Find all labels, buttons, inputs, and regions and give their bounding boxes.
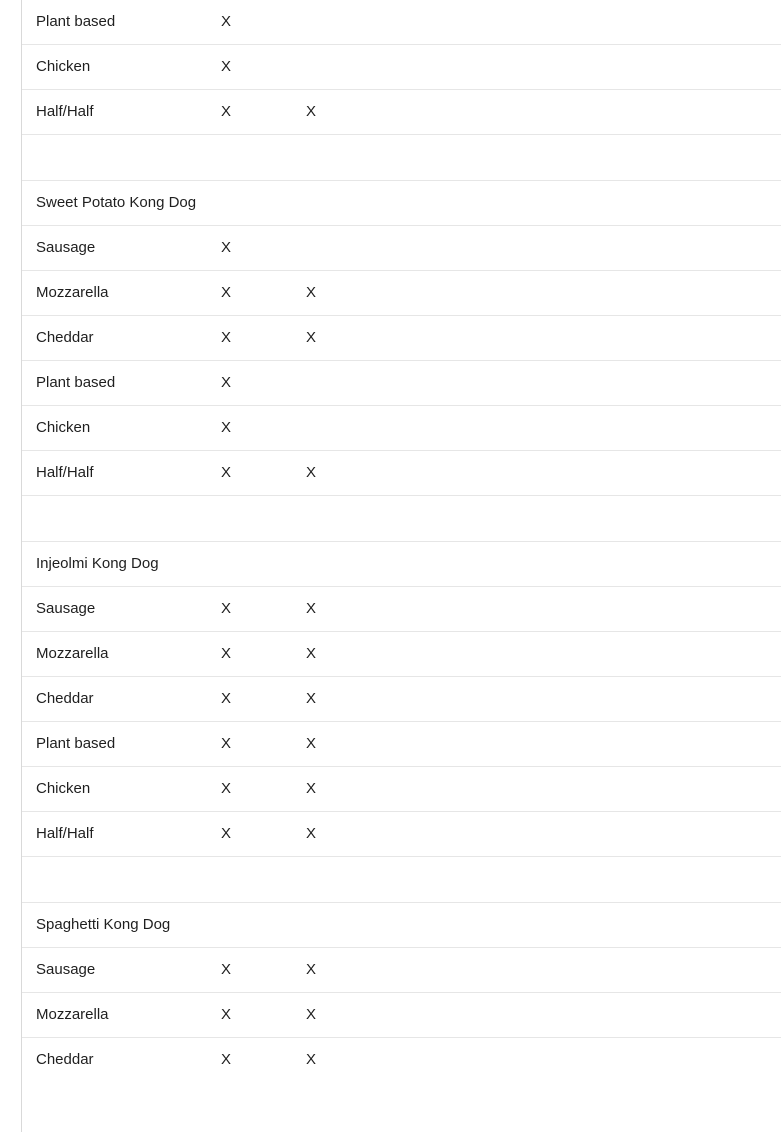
empty-cell xyxy=(391,496,781,542)
section-title: Sweet Potato Kong Dog xyxy=(22,181,221,226)
item-name: Plant based xyxy=(22,361,221,406)
empty-cell xyxy=(391,542,781,587)
column-b-mark xyxy=(306,45,391,90)
empty-cell xyxy=(221,542,306,587)
column-a-mark: X xyxy=(221,812,306,857)
empty-cell xyxy=(22,135,221,181)
empty-cell xyxy=(391,0,781,45)
empty-cell xyxy=(391,722,781,767)
empty-cell xyxy=(391,857,781,903)
empty-cell xyxy=(391,677,781,722)
item-name: Plant based xyxy=(22,0,221,45)
empty-cell xyxy=(306,181,391,226)
empty-cell xyxy=(22,496,221,542)
table-row xyxy=(22,677,781,722)
table-row xyxy=(22,361,781,406)
item-name: Cheddar xyxy=(22,1038,221,1083)
item-name: Mozzarella xyxy=(22,993,221,1038)
section-heading-row xyxy=(22,181,781,226)
spacer-row xyxy=(22,496,781,542)
item-name: Half/Half xyxy=(22,812,221,857)
empty-cell xyxy=(306,857,391,903)
table-row xyxy=(22,767,781,812)
column-a-mark: X xyxy=(221,993,306,1038)
column-b-mark: X xyxy=(306,271,391,316)
table-row xyxy=(22,451,781,496)
empty-cell xyxy=(391,1038,781,1083)
availability-table xyxy=(22,0,781,1082)
item-name: Chicken xyxy=(22,406,221,451)
empty-cell xyxy=(221,181,306,226)
column-a-mark: X xyxy=(221,45,306,90)
section-heading-row xyxy=(22,903,781,948)
column-a-mark: X xyxy=(221,361,306,406)
empty-cell xyxy=(391,993,781,1038)
column-b-mark: X xyxy=(306,812,391,857)
table-row xyxy=(22,45,781,90)
column-b-mark: X xyxy=(306,632,391,677)
item-name: Sausage xyxy=(22,948,221,993)
item-name: Sausage xyxy=(22,587,221,632)
item-name: Plant based xyxy=(22,722,221,767)
empty-cell xyxy=(391,181,781,226)
empty-cell xyxy=(391,90,781,135)
empty-cell xyxy=(391,135,781,181)
column-b-mark: X xyxy=(306,677,391,722)
column-b-mark: X xyxy=(306,316,391,361)
column-a-mark: X xyxy=(221,271,306,316)
column-b-mark: X xyxy=(306,722,391,767)
empty-cell xyxy=(306,903,391,948)
empty-cell xyxy=(391,812,781,857)
item-name: Cheddar xyxy=(22,677,221,722)
empty-cell xyxy=(391,316,781,361)
column-a-mark: X xyxy=(221,948,306,993)
item-name: Cheddar xyxy=(22,316,221,361)
table-body xyxy=(22,0,781,1082)
table-row xyxy=(22,993,781,1038)
empty-cell xyxy=(221,903,306,948)
column-a-mark: X xyxy=(221,226,306,271)
empty-cell xyxy=(391,767,781,812)
section-heading-row xyxy=(22,542,781,587)
section-title: Injeolmi Kong Dog xyxy=(22,542,221,587)
column-a-mark: X xyxy=(221,316,306,361)
column-b-mark xyxy=(306,0,391,45)
table-row xyxy=(22,948,781,993)
column-b-mark: X xyxy=(306,90,391,135)
empty-cell xyxy=(391,406,781,451)
empty-cell xyxy=(306,496,391,542)
column-b-mark: X xyxy=(306,587,391,632)
empty-cell xyxy=(306,135,391,181)
table-row xyxy=(22,90,781,135)
empty-cell xyxy=(391,587,781,632)
empty-cell xyxy=(391,903,781,948)
table-row xyxy=(22,722,781,767)
table-row xyxy=(22,1038,781,1083)
empty-cell xyxy=(306,542,391,587)
empty-cell xyxy=(391,271,781,316)
table-row xyxy=(22,271,781,316)
empty-cell xyxy=(391,226,781,271)
item-name: Mozzarella xyxy=(22,271,221,316)
table-row xyxy=(22,632,781,677)
empty-cell xyxy=(22,857,221,903)
empty-cell xyxy=(391,361,781,406)
item-name: Sausage xyxy=(22,226,221,271)
column-b-mark: X xyxy=(306,767,391,812)
column-a-mark: X xyxy=(221,406,306,451)
item-name: Half/Half xyxy=(22,90,221,135)
table-row xyxy=(22,226,781,271)
empty-cell xyxy=(391,948,781,993)
item-name: Mozzarella xyxy=(22,632,221,677)
spacer-row xyxy=(22,857,781,903)
column-b-mark xyxy=(306,226,391,271)
column-a-mark: X xyxy=(221,767,306,812)
table-row xyxy=(22,587,781,632)
table-row xyxy=(22,812,781,857)
item-name: Half/Half xyxy=(22,451,221,496)
empty-cell xyxy=(221,496,306,542)
empty-cell xyxy=(391,451,781,496)
column-a-mark: X xyxy=(221,451,306,496)
empty-cell xyxy=(391,45,781,90)
empty-cell xyxy=(221,135,306,181)
column-b-mark xyxy=(306,406,391,451)
column-a-mark: X xyxy=(221,0,306,45)
column-b-mark: X xyxy=(306,948,391,993)
item-name: Chicken xyxy=(22,45,221,90)
column-b-mark: X xyxy=(306,993,391,1038)
document-page xyxy=(21,0,781,1132)
column-a-mark: X xyxy=(221,1038,306,1083)
table-row xyxy=(22,0,781,45)
column-b-mark: X xyxy=(306,451,391,496)
empty-cell xyxy=(391,632,781,677)
spacer-row xyxy=(22,135,781,181)
section-title: Spaghetti Kong Dog xyxy=(22,903,221,948)
column-a-mark: X xyxy=(221,722,306,767)
item-name: Chicken xyxy=(22,767,221,812)
column-b-mark xyxy=(306,361,391,406)
column-a-mark: X xyxy=(221,90,306,135)
column-b-mark: X xyxy=(306,1038,391,1083)
table-row xyxy=(22,316,781,361)
column-a-mark: X xyxy=(221,632,306,677)
column-a-mark: X xyxy=(221,677,306,722)
table-row xyxy=(22,406,781,451)
column-a-mark: X xyxy=(221,587,306,632)
empty-cell xyxy=(221,857,306,903)
